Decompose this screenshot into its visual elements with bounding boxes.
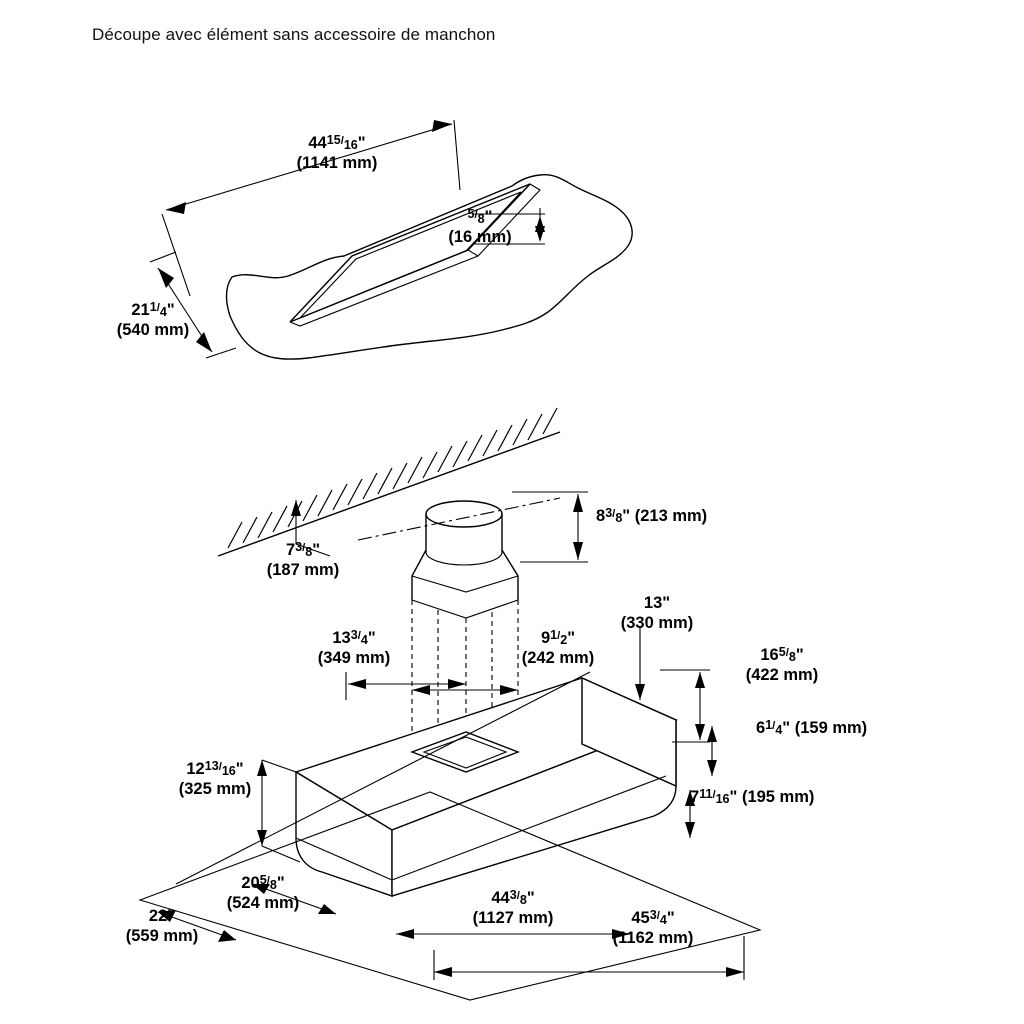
dim-duct-height-above: 83/8" (213 mm) [596,506,708,526]
page-title: Découpe avec élément sans accessoire de manchon [92,25,496,44]
dim-width-44-3-8: 443/8" (1127 mm) [472,888,554,928]
dim-height-12-13-16: 1213/16" (325 mm) [178,759,252,799]
dim-depth-22: 22" (559 mm) [125,907,199,946]
dim-height-6-1-4: 61/4" (159 mm) [756,718,868,738]
dim-duct-from-left: 133/4" (349 mm) [317,628,391,668]
dim-cutout-depth: 211/4" (540 mm) [116,300,190,340]
dim-depth-16-5-8: 165/8" (422 mm) [745,645,819,685]
dim-depth-20-5-8: 205/8" (524 mm) [226,873,300,913]
dim-duct-offset-wall: 73/8" (187 mm) [266,540,340,580]
dim-duct-opening-width: 91/2" (242 mm) [521,628,595,668]
dim-depth-13: 13" (330 mm) [620,594,694,633]
dim-cutout-lip: 5/8" (16 mm) [448,207,512,247]
dim-width-45-3-4: 453/4" (1162 mm) [612,908,694,948]
dim-cutout-width: 4415/16" (1141 mm) [296,133,378,173]
dim-height-7-11-16: 711/16" (195 mm) [690,787,815,807]
